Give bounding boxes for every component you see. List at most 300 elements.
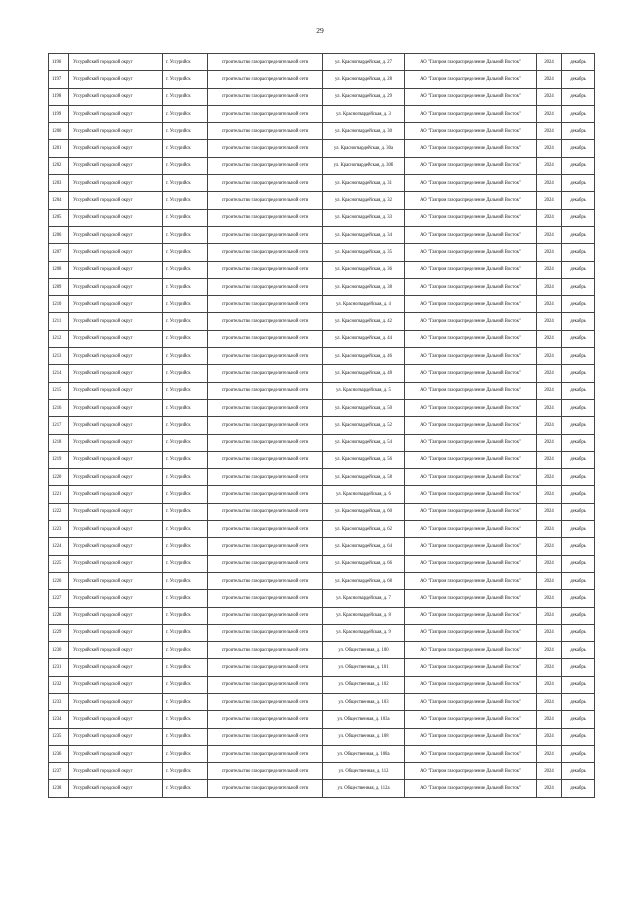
registry-table — [48, 53, 595, 798]
address-cell: ул. Общественная, д. 103 — [323, 693, 405, 710]
district-cell: Уссурийский городской округ — [69, 88, 163, 105]
city-cell: г. Уссурийск — [163, 140, 208, 157]
month-cell: декабрь — [562, 382, 595, 399]
district-cell: Уссурийский городской округ — [69, 451, 163, 468]
year-cell: 2024 — [537, 278, 562, 295]
city-cell: г. Уссурийск — [163, 123, 208, 140]
row-number: 1238 — [49, 780, 69, 797]
address-cell: ул. Красногвардейская, д. 7 — [323, 590, 405, 607]
table-row — [49, 555, 595, 572]
district-cell: Уссурийский городской округ — [69, 157, 163, 174]
district-cell: Уссурийский городской округ — [69, 175, 163, 192]
city-cell: г. Уссурийск — [163, 538, 208, 555]
address-cell: ул. Красногвардейская, д. 56 — [323, 451, 405, 468]
table-row — [49, 261, 595, 278]
row-number: 1199 — [49, 105, 69, 122]
month-cell: декабрь — [562, 745, 595, 762]
city-cell: г. Уссурийск — [163, 105, 208, 122]
district-cell: Уссурийский городской округ — [69, 313, 163, 330]
row-number: 1207 — [49, 244, 69, 261]
organization-cell: АО "Газпром газораспределение Дальний Восток" — [405, 226, 537, 243]
year-cell: 2024 — [537, 382, 562, 399]
work-type-cell: строительство газораспределительной сети — [208, 521, 323, 538]
row-number: 1223 — [49, 521, 69, 538]
year-cell: 2024 — [537, 434, 562, 451]
year-cell: 2024 — [537, 105, 562, 122]
district-cell: Уссурийский городской округ — [69, 763, 163, 780]
address-cell: ул. Красногвардейская, д. 30а — [323, 140, 405, 157]
row-number: 1200 — [49, 123, 69, 140]
work-type-cell: строительство газораспределительной сети — [208, 555, 323, 572]
year-cell: 2024 — [537, 296, 562, 313]
city-cell: г. Уссурийск — [163, 261, 208, 278]
table-row — [49, 503, 595, 520]
organization-cell: АО "Газпром газораспределение Дальний Восток" — [405, 209, 537, 226]
work-type-cell: строительство газораспределительной сети — [208, 123, 323, 140]
district-cell: Уссурийский городской округ — [69, 382, 163, 399]
organization-cell: АО "Газпром газораспределение Дальний Восток" — [405, 763, 537, 780]
row-number: 1218 — [49, 434, 69, 451]
address-cell: ул. Красногвардейская, д. 46 — [323, 348, 405, 365]
table-row — [49, 469, 595, 486]
district-cell: Уссурийский городской округ — [69, 123, 163, 140]
work-type-cell: строительство газораспределительной сети — [208, 503, 323, 520]
city-cell: г. Уссурийск — [163, 693, 208, 710]
year-cell: 2024 — [537, 642, 562, 659]
table-row — [49, 763, 595, 780]
city-cell: г. Уссурийск — [163, 642, 208, 659]
row-number: 1209 — [49, 278, 69, 295]
table-row — [49, 659, 595, 676]
year-cell: 2024 — [537, 624, 562, 641]
address-cell: ул. Общественная, д. 102 — [323, 676, 405, 693]
address-cell: ул. Красногвардейская, д. 6 — [323, 486, 405, 503]
month-cell: декабрь — [562, 330, 595, 347]
row-number: 1198 — [49, 88, 69, 105]
address-cell: ул. Красногвардейская, д. 44 — [323, 330, 405, 347]
district-cell: Уссурийский городской округ — [69, 296, 163, 313]
month-cell: декабрь — [562, 434, 595, 451]
work-type-cell: строительство газораспределительной сети — [208, 140, 323, 157]
city-cell: г. Уссурийск — [163, 226, 208, 243]
district-cell: Уссурийский городской округ — [69, 71, 163, 88]
address-cell: ул. Красногвардейская, д. 58 — [323, 469, 405, 486]
table-row — [49, 382, 595, 399]
year-cell: 2024 — [537, 348, 562, 365]
district-cell: Уссурийский городской округ — [69, 607, 163, 624]
district-cell: Уссурийский городской округ — [69, 348, 163, 365]
work-type-cell: строительство газораспределительной сети — [208, 88, 323, 105]
district-cell: Уссурийский городской округ — [69, 192, 163, 209]
month-cell: декабрь — [562, 88, 595, 105]
address-cell: ул. Красногвардейская, д. 4 — [323, 296, 405, 313]
address-cell: ул. Красногвардейская, д. 50 — [323, 399, 405, 416]
city-cell: г. Уссурийск — [163, 659, 208, 676]
district-cell: Уссурийский городской округ — [69, 555, 163, 572]
month-cell: декабрь — [562, 763, 595, 780]
table-row — [49, 590, 595, 607]
row-number: 1212 — [49, 330, 69, 347]
table-row — [49, 728, 595, 745]
month-cell: декабрь — [562, 693, 595, 710]
table-row — [49, 624, 595, 641]
work-type-cell: строительство газораспределительной сети — [208, 676, 323, 693]
year-cell: 2024 — [537, 226, 562, 243]
table-row — [49, 123, 595, 140]
row-number: 1231 — [49, 659, 69, 676]
city-cell: г. Уссурийск — [163, 192, 208, 209]
month-cell: декабрь — [562, 590, 595, 607]
row-number: 1235 — [49, 728, 69, 745]
address-cell: ул. Общественная, д. 112а — [323, 780, 405, 797]
month-cell: декабрь — [562, 105, 595, 122]
year-cell: 2024 — [537, 140, 562, 157]
table-row — [49, 140, 595, 157]
city-cell: г. Уссурийск — [163, 399, 208, 416]
address-cell: ул. Общественная, д. 101 — [323, 659, 405, 676]
year-cell: 2024 — [537, 157, 562, 174]
organization-cell: АО "Газпром газораспределение Дальний Восток" — [405, 54, 537, 71]
organization-cell: АО "Газпром газораспределение Дальний Восток" — [405, 538, 537, 555]
organization-cell: АО "Газпром газораспределение Дальний Восток" — [405, 140, 537, 157]
address-cell: ул. Общественная, д. 112 — [323, 763, 405, 780]
district-cell: Уссурийский городской округ — [69, 780, 163, 797]
district-cell: Уссурийский городской округ — [69, 642, 163, 659]
work-type-cell: строительство газораспределительной сети — [208, 209, 323, 226]
work-type-cell: строительство газораспределительной сети — [208, 607, 323, 624]
row-number: 1216 — [49, 399, 69, 416]
year-cell: 2024 — [537, 399, 562, 416]
table-row — [49, 157, 595, 174]
work-type-cell: строительство газораспределительной сети — [208, 728, 323, 745]
year-cell: 2024 — [537, 54, 562, 71]
city-cell: г. Уссурийск — [163, 555, 208, 572]
row-number: 1230 — [49, 642, 69, 659]
work-type-cell: строительство газораспределительной сети — [208, 590, 323, 607]
month-cell: декабрь — [562, 538, 595, 555]
row-number: 1214 — [49, 365, 69, 382]
year-cell: 2024 — [537, 711, 562, 728]
table-row — [49, 348, 595, 365]
month-cell: декабрь — [562, 451, 595, 468]
organization-cell: АО "Газпром газораспределение Дальний Восток" — [405, 486, 537, 503]
month-cell: декабрь — [562, 209, 595, 226]
month-cell: декабрь — [562, 469, 595, 486]
month-cell: декабрь — [562, 711, 595, 728]
year-cell: 2024 — [537, 693, 562, 710]
district-cell: Уссурийский городской округ — [69, 417, 163, 434]
address-cell: ул. Красногвардейская, д. 36 — [323, 261, 405, 278]
city-cell: г. Уссурийск — [163, 417, 208, 434]
table-row — [49, 521, 595, 538]
table-row — [49, 244, 595, 261]
city-cell: г. Уссурийск — [163, 676, 208, 693]
month-cell: декабрь — [562, 175, 595, 192]
district-cell: Уссурийский городской округ — [69, 676, 163, 693]
row-number: 1217 — [49, 417, 69, 434]
address-cell: ул. Красногвардейская, д. 28 — [323, 71, 405, 88]
city-cell: г. Уссурийск — [163, 209, 208, 226]
address-cell: ул. Общественная, д. 100 — [323, 642, 405, 659]
month-cell: декабрь — [562, 261, 595, 278]
work-type-cell: строительство газораспределительной сети — [208, 642, 323, 659]
month-cell: декабрь — [562, 313, 595, 330]
district-cell: Уссурийский городской округ — [69, 244, 163, 261]
table-row — [49, 71, 595, 88]
table-row — [49, 330, 595, 347]
row-number: 1224 — [49, 538, 69, 555]
table-row — [49, 278, 595, 295]
table-row — [49, 313, 595, 330]
table-row — [49, 105, 595, 122]
organization-cell: АО "Газпром газораспределение Дальний Восток" — [405, 451, 537, 468]
organization-cell: АО "Газпром газораспределение Дальний Восток" — [405, 365, 537, 382]
year-cell: 2024 — [537, 451, 562, 468]
table-row — [49, 538, 595, 555]
month-cell: декабрь — [562, 555, 595, 572]
table-row — [49, 209, 595, 226]
city-cell: г. Уссурийск — [163, 521, 208, 538]
year-cell: 2024 — [537, 521, 562, 538]
organization-cell: АО "Газпром газораспределение Дальний Восток" — [405, 745, 537, 762]
city-cell: г. Уссурийск — [163, 175, 208, 192]
month-cell: декабрь — [562, 348, 595, 365]
organization-cell: АО "Газпром газораспределение Дальний Восток" — [405, 417, 537, 434]
year-cell: 2024 — [537, 365, 562, 382]
work-type-cell: строительство газораспределительной сети — [208, 624, 323, 641]
district-cell: Уссурийский городской округ — [69, 140, 163, 157]
work-type-cell: строительство газораспределительной сети — [208, 192, 323, 209]
city-cell: г. Уссурийск — [163, 763, 208, 780]
month-cell: декабрь — [562, 226, 595, 243]
city-cell: г. Уссурийск — [163, 711, 208, 728]
organization-cell: АО "Газпром газораспределение Дальний Восток" — [405, 607, 537, 624]
table-row — [49, 451, 595, 468]
work-type-cell: строительство газораспределительной сети — [208, 157, 323, 174]
city-cell: г. Уссурийск — [163, 486, 208, 503]
table-row — [49, 192, 595, 209]
city-cell: г. Уссурийск — [163, 296, 208, 313]
row-number: 1208 — [49, 261, 69, 278]
table-row — [49, 226, 595, 243]
address-cell: ул. Красногвардейская, д. 42 — [323, 313, 405, 330]
month-cell: декабрь — [562, 296, 595, 313]
address-cell: ул. Красногвардейская, д. 38 — [323, 278, 405, 295]
year-cell: 2024 — [537, 261, 562, 278]
organization-cell: АО "Газпром газораспределение Дальний Восток" — [405, 469, 537, 486]
organization-cell: АО "Газпром газораспределение Дальний Восток" — [405, 296, 537, 313]
city-cell: г. Уссурийск — [163, 469, 208, 486]
city-cell: г. Уссурийск — [163, 348, 208, 365]
year-cell: 2024 — [537, 469, 562, 486]
row-number: 1202 — [49, 157, 69, 174]
district-cell: Уссурийский городской округ — [69, 105, 163, 122]
organization-cell: АО "Газпром газораспределение Дальний Восток" — [405, 71, 537, 88]
work-type-cell: строительство газораспределительной сети — [208, 71, 323, 88]
city-cell: г. Уссурийск — [163, 590, 208, 607]
address-cell: ул. Красногвардейская, д. 33 — [323, 209, 405, 226]
month-cell: декабрь — [562, 123, 595, 140]
row-number: 1211 — [49, 313, 69, 330]
row-number: 1197 — [49, 71, 69, 88]
work-type-cell: строительство газораспределительной сети — [208, 365, 323, 382]
address-cell: ул. Красногвардейская, д. 68 — [323, 572, 405, 589]
organization-cell: АО "Газпром газораспределение Дальний Восток" — [405, 88, 537, 105]
organization-cell: АО "Газпром газораспределение Дальний Восток" — [405, 659, 537, 676]
work-type-cell: строительство газораспределительной сети — [208, 780, 323, 797]
organization-cell: АО "Газпром газораспределение Дальний Восток" — [405, 503, 537, 520]
work-type-cell: строительство газораспределительной сети — [208, 693, 323, 710]
city-cell: г. Уссурийск — [163, 434, 208, 451]
work-type-cell: строительство газораспределительной сети — [208, 538, 323, 555]
month-cell: декабрь — [562, 521, 595, 538]
year-cell: 2024 — [537, 486, 562, 503]
row-number: 1232 — [49, 676, 69, 693]
work-type-cell: строительство газораспределительной сети — [208, 261, 323, 278]
month-cell: декабрь — [562, 244, 595, 261]
work-type-cell: строительство газораспределительной сети — [208, 296, 323, 313]
district-cell: Уссурийский городской округ — [69, 226, 163, 243]
city-cell: г. Уссурийск — [163, 88, 208, 105]
table-row — [49, 175, 595, 192]
address-cell: ул. Красногвардейская, д. 48 — [323, 365, 405, 382]
organization-cell: АО "Газпром газораспределение Дальний Восток" — [405, 434, 537, 451]
district-cell: Уссурийский городской округ — [69, 572, 163, 589]
year-cell: 2024 — [537, 209, 562, 226]
district-cell: Уссурийский городской округ — [69, 486, 163, 503]
district-cell: Уссурийский городской округ — [69, 209, 163, 226]
address-cell: ул. Красногвардейская, д. 8 — [323, 607, 405, 624]
address-cell: ул. Красногвардейская, д. 9 — [323, 624, 405, 641]
row-number: 1210 — [49, 296, 69, 313]
year-cell: 2024 — [537, 572, 562, 589]
address-cell: ул. Красногвардейская, д. 52 — [323, 417, 405, 434]
month-cell: декабрь — [562, 192, 595, 209]
address-cell: ул. Красногвардейская, д. 3 — [323, 105, 405, 122]
table-row — [49, 572, 595, 589]
month-cell: декабрь — [562, 278, 595, 295]
year-cell: 2024 — [537, 192, 562, 209]
row-number: 1220 — [49, 469, 69, 486]
address-cell: ул. Красногвардейская, д. 5 — [323, 382, 405, 399]
page-number: 29 — [316, 26, 324, 35]
district-cell: Уссурийский городской округ — [69, 278, 163, 295]
row-number: 1221 — [49, 486, 69, 503]
organization-cell: АО "Газпром газораспределение Дальний Восток" — [405, 175, 537, 192]
table-row — [49, 780, 595, 797]
district-cell: Уссурийский городской округ — [69, 261, 163, 278]
month-cell: декабрь — [562, 54, 595, 71]
table-row — [49, 54, 595, 71]
organization-cell: АО "Газпром газораспределение Дальний Восток" — [405, 572, 537, 589]
month-cell: декабрь — [562, 71, 595, 88]
city-cell: г. Уссурийск — [163, 313, 208, 330]
organization-cell: АО "Газпром газораспределение Дальний Восток" — [405, 780, 537, 797]
address-cell: ул. Красногвардейская, д. 30 — [323, 123, 405, 140]
month-cell: декабрь — [562, 157, 595, 174]
work-type-cell: строительство газораспределительной сети — [208, 486, 323, 503]
city-cell: г. Уссурийск — [163, 607, 208, 624]
month-cell: декабрь — [562, 780, 595, 797]
work-type-cell: строительство газораспределительной сети — [208, 226, 323, 243]
work-type-cell: строительство газораспределительной сети — [208, 105, 323, 122]
city-cell: г. Уссурийск — [163, 244, 208, 261]
table-row — [49, 745, 595, 762]
row-number: 1204 — [49, 192, 69, 209]
address-cell: ул. Красногвардейская, д. 31 — [323, 175, 405, 192]
year-cell: 2024 — [537, 590, 562, 607]
year-cell: 2024 — [537, 676, 562, 693]
organization-cell: АО "Газпром газораспределение Дальний Восток" — [405, 192, 537, 209]
work-type-cell: строительство газораспределительной сети — [208, 348, 323, 365]
year-cell: 2024 — [537, 780, 562, 797]
organization-cell: АО "Газпром газораспределение Дальний Восток" — [405, 624, 537, 641]
table-row — [49, 642, 595, 659]
city-cell: г. Уссурийск — [163, 503, 208, 520]
work-type-cell: строительство газораспределительной сети — [208, 417, 323, 434]
address-cell: ул. Красногвардейская, д. 66 — [323, 555, 405, 572]
organization-cell: АО "Газпром газораспределение Дальний Восток" — [405, 382, 537, 399]
district-cell: Уссурийский городской округ — [69, 54, 163, 71]
work-type-cell: строительство газораспределительной сети — [208, 399, 323, 416]
month-cell: декабрь — [562, 503, 595, 520]
month-cell: декабрь — [562, 140, 595, 157]
organization-cell: АО "Газпром газораспределение Дальний Восток" — [405, 244, 537, 261]
organization-cell: АО "Газпром газораспределение Дальний Восток" — [405, 313, 537, 330]
district-cell: Уссурийский городской округ — [69, 624, 163, 641]
work-type-cell: строительство газораспределительной сети — [208, 278, 323, 295]
table-row — [49, 607, 595, 624]
district-cell: Уссурийский городской округ — [69, 659, 163, 676]
work-type-cell: строительство газораспределительной сети — [208, 434, 323, 451]
row-number: 1206 — [49, 226, 69, 243]
organization-cell: АО "Газпром газораспределение Дальний Восток" — [405, 521, 537, 538]
row-number: 1196 — [49, 54, 69, 71]
work-type-cell: строительство газораспределительной сети — [208, 763, 323, 780]
table-row — [49, 693, 595, 710]
district-cell: Уссурийский городской округ — [69, 693, 163, 710]
year-cell: 2024 — [537, 503, 562, 520]
city-cell: г. Уссурийск — [163, 71, 208, 88]
row-number: 1237 — [49, 763, 69, 780]
work-type-cell: строительство газораспределительной сети — [208, 451, 323, 468]
organization-cell: АО "Газпром газораспределение Дальний Восток" — [405, 711, 537, 728]
city-cell: г. Уссурийск — [163, 624, 208, 641]
year-cell: 2024 — [537, 175, 562, 192]
address-cell: ул. Общественная, д. 108а — [323, 745, 405, 762]
district-cell: Уссурийский городской округ — [69, 469, 163, 486]
month-cell: декабрь — [562, 659, 595, 676]
address-cell: ул. Красногвардейская, д. 64 — [323, 538, 405, 555]
year-cell: 2024 — [537, 313, 562, 330]
address-cell: ул. Красногвардейская, д. 54 — [323, 434, 405, 451]
year-cell: 2024 — [537, 659, 562, 676]
address-cell: ул. Общественная, д. 103а — [323, 711, 405, 728]
table-row — [49, 676, 595, 693]
organization-cell: АО "Газпром газораспределение Дальний Восток" — [405, 348, 537, 365]
organization-cell: АО "Газпром газораспределение Дальний Восток" — [405, 642, 537, 659]
year-cell: 2024 — [537, 123, 562, 140]
city-cell: г. Уссурийск — [163, 728, 208, 745]
registry-body — [49, 54, 595, 798]
district-cell: Уссурийский городской округ — [69, 434, 163, 451]
organization-cell: АО "Газпром газораспределение Дальний Восток" — [405, 728, 537, 745]
city-cell: г. Уссурийск — [163, 780, 208, 797]
district-cell: Уссурийский городской округ — [69, 365, 163, 382]
district-cell: Уссурийский городской округ — [69, 590, 163, 607]
table-row — [49, 486, 595, 503]
city-cell: г. Уссурийск — [163, 157, 208, 174]
